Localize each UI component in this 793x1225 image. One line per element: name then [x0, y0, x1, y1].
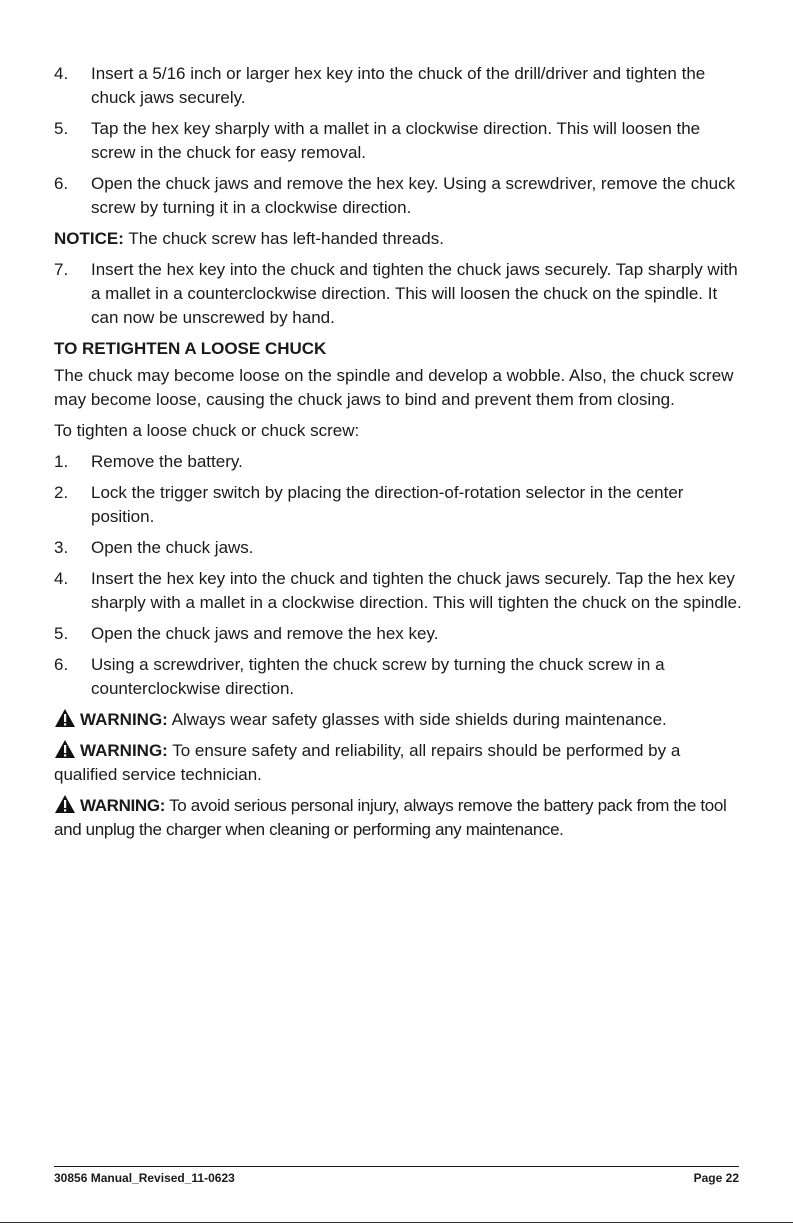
page-footer [54, 1166, 739, 1185]
step-text: Using a screwdriver, tighten the chuck screw by turning the chuck screw in a counterclockwise direction. [91, 655, 665, 698]
step-number: 3. [54, 538, 69, 557]
warning-label: WARNING: [80, 796, 166, 815]
step-text: Insert the hex key into the chuck and tighten the chuck jaws securely. Tap sharply with a mallet in a counterclockwise direction. This will loosen the chuck on the spindle. It can now be unscrewed by hand. [91, 260, 738, 327]
retighten-step-2 [54, 481, 744, 529]
removal-step-7 [54, 258, 744, 330]
step-number: 4. [54, 64, 69, 83]
retighten-step-5 [54, 622, 744, 646]
step-text: Open the chuck jaws and remove the hex key. Using a screwdriver, remove the chuck screw by turning it in a clockwise direction. [91, 174, 736, 217]
step-number: 6. [54, 655, 69, 674]
retighten-step-1 [54, 450, 744, 474]
removal-step-4 [54, 62, 744, 110]
warning-2 [54, 739, 744, 787]
retighten-step-4 [54, 567, 744, 615]
warning-triangle-icon [54, 708, 76, 728]
document-id: 30856 Manual_Revised_11-0623 [54, 1171, 235, 1185]
step-number: 7. [54, 260, 69, 279]
removal-step-5 [54, 117, 744, 165]
warning-1 [54, 708, 744, 732]
step-number: 5. [54, 624, 69, 643]
section-heading: TO RETIGHTEN A LOOSE CHUCK [54, 339, 327, 358]
step-text: Tap the hex key sharply with a mallet in a clockwise direction. This will loosen the screw in the chuck for easy removal. [91, 119, 701, 162]
warning-3 [54, 794, 744, 842]
warning-text: To avoid serious personal injury, always remove the battery pack from the tool and unplug the charger when cleaning or performing any maintenance. [54, 796, 727, 839]
notice-label: NOTICE: [54, 229, 124, 248]
warning-label: WARNING: [80, 710, 168, 729]
step-text: Open the chuck jaws and remove the hex key. [91, 624, 439, 643]
step-text: Remove the battery. [91, 452, 243, 471]
retighten-step-3 [54, 536, 744, 560]
step-number: 1. [54, 452, 69, 471]
step-number: 4. [54, 569, 69, 588]
step-text: Open the chuck jaws. [91, 538, 254, 557]
step-number: 5. [54, 119, 69, 138]
warning-label: WARNING: [80, 741, 168, 760]
section-intro: The chuck may become loose on the spindle and develop a wobble. Also, the chuck screw may become loose, causing the chuck jaws to bind and prevent them from closing. [54, 366, 734, 409]
step-text: Insert a 5/16 inch or larger hex key into the chuck of the drill/driver and tighten the chuck jaws securely. [91, 64, 706, 107]
step-text: Insert the hex key into the chuck and tighten the chuck jaws securely. Tap the hex key sharply with a mallet in a clockwise direction. This will tighten the chuck on the spindle. [91, 569, 742, 612]
notice [54, 227, 744, 251]
step-number: 6. [54, 174, 69, 193]
removal-step-6 [54, 172, 744, 220]
retighten-step-6 [54, 653, 744, 701]
page-number: Page 22 [693, 1171, 739, 1185]
step-number: 2. [54, 483, 69, 502]
bottom-divider [0, 1222, 793, 1223]
warning-text: To ensure safety and reliability, all repairs should be performed by a qualified service technician. [54, 741, 681, 784]
step-text: Lock the trigger switch by placing the direction-of-rotation selector in the center position. [91, 483, 684, 526]
section-lead: To tighten a loose chuck or chuck screw: [54, 421, 360, 440]
notice-text: The chuck screw has left-handed threads. [128, 229, 444, 248]
warning-text: Always wear safety glasses with side shields during maintenance. [171, 710, 667, 729]
manual-page-content [54, 62, 744, 849]
warning-triangle-icon [54, 794, 76, 814]
warning-triangle-icon [54, 739, 76, 759]
